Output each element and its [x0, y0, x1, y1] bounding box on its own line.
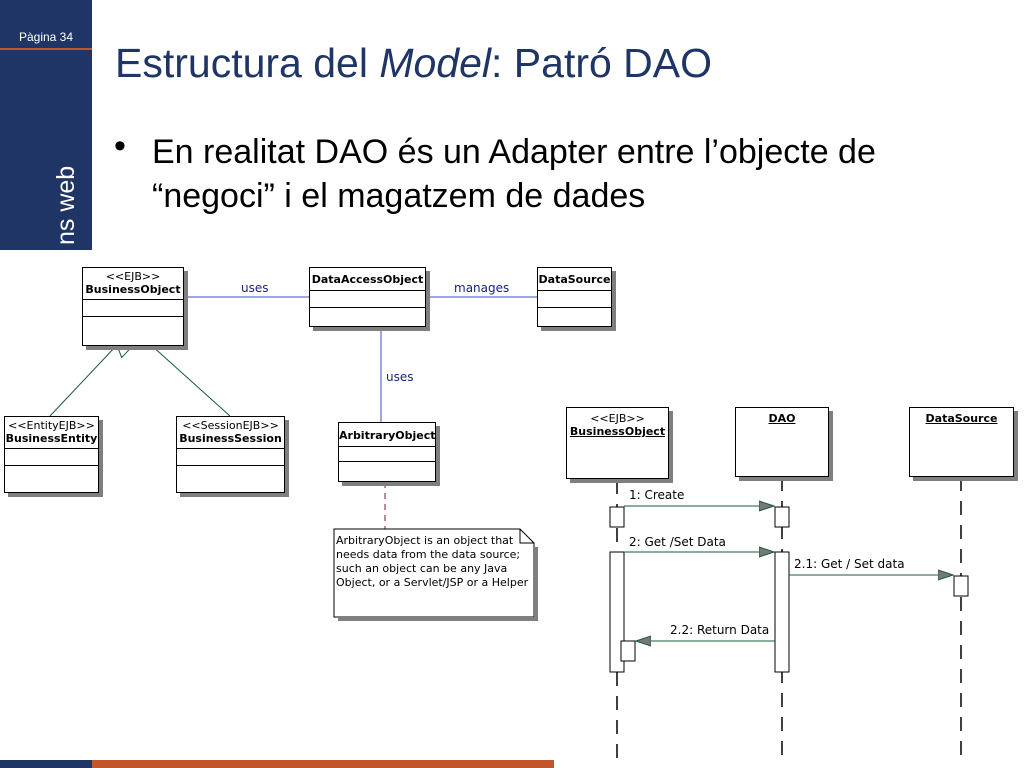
title-emphasis: Model — [379, 40, 492, 86]
seq-object-name: DataSource — [925, 412, 998, 425]
seq-stereotype: <<EJB>> — [590, 412, 645, 425]
seq-object-datasource — [909, 407, 1014, 477]
class-arbitraryobject — [338, 422, 436, 482]
assoc-label-uses: uses — [241, 281, 269, 295]
activation-bo-3 — [621, 641, 635, 661]
generalization-entity — [50, 345, 117, 416]
message-label-get-set: 2: Get /Set Data — [629, 535, 726, 549]
bullet-marker: • — [114, 127, 126, 165]
class-name: BusinessObject — [85, 283, 181, 296]
page-number: Pàgina 34 — [18, 30, 74, 44]
seq-object-businessobject — [566, 407, 669, 479]
activation-dao-2 — [775, 552, 789, 672]
seq-object-name: DAO — [768, 412, 796, 425]
class-name: BusinessSession — [179, 432, 282, 445]
class-stereotype: <<EntityEJB>> — [8, 419, 95, 432]
sidebar-course-label: ns web — [52, 165, 80, 245]
title-part-2: : Patró DAO — [491, 40, 713, 86]
message-label-return-data: 2.2: Return Data — [670, 623, 770, 637]
message-label-get-set-data: 2.1: Get / Set data — [794, 557, 905, 571]
assoc-label-manages: manages — [454, 281, 510, 295]
class-stereotype: <<EJB>> — [105, 270, 161, 283]
class-name: DataSource — [538, 273, 611, 286]
note-text: ArbitraryObject is an object that needs data from the data source; such an object can be any Java Object, or a Servlet/JSP or a Helper — [336, 534, 529, 589]
class-name: DataAccessObject — [311, 273, 424, 286]
class-dataaccessobject — [309, 267, 426, 327]
class-name: ArbitraryObject — [339, 429, 436, 442]
class-businesssession — [176, 416, 285, 493]
generalization-session — [151, 345, 230, 416]
seq-object-name: BusinessObject — [569, 425, 666, 438]
message-label-create: 1: Create — [629, 488, 685, 502]
activation-dao-1 — [775, 507, 789, 527]
title-part-1: Estructura del — [115, 40, 380, 86]
activation-ds — [954, 576, 968, 596]
class-datasource — [537, 267, 612, 327]
class-stereotype: <<SessionEJB>> — [182, 419, 279, 432]
class-businessobject — [82, 267, 184, 346]
activation-bo-1 — [610, 507, 624, 527]
bullet-text: En realitat DAO és un Adapter entre l’objecte de “negoci” i el magatzem de dades — [152, 133, 876, 215]
class-name: BusinessEntity — [5, 432, 98, 445]
class-businessentity — [4, 416, 99, 493]
assoc-label-uses-2: uses — [386, 370, 414, 384]
seq-object-dao — [735, 407, 829, 477]
